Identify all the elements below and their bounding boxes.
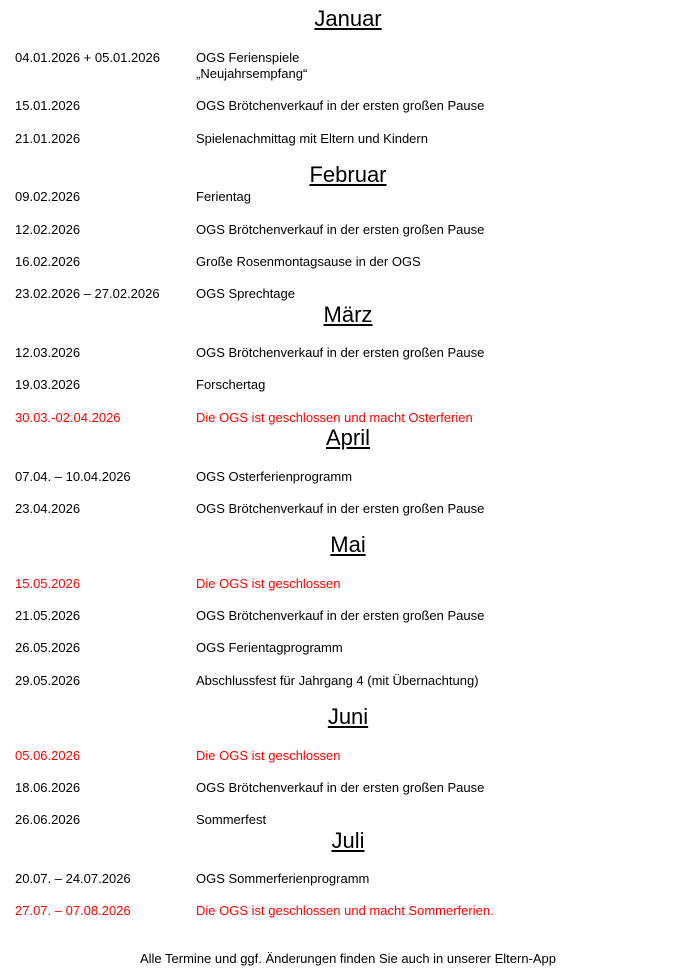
event-date: 19.03.2026 [15, 377, 81, 392]
event-description: OGS Brötchenverkauf in der ersten großen Pause [196, 345, 485, 360]
month-heading-maerz: März [323, 302, 373, 327]
event-date: 27.07. – 07.08.2026 [15, 903, 131, 918]
event-description: Ferientag [196, 189, 251, 204]
event-date: 23.02.2026 – 27.02.2026 [15, 286, 160, 301]
event-date: 26.05.2026 [15, 640, 81, 655]
footer-note: Alle Termine und ggf. Änderungen finden Sie auch in unserer Eltern-App [139, 951, 557, 966]
event-date: 04.01.2026 + 05.01.2026 [15, 50, 160, 65]
event-description: OGS Osterferienprogramm [196, 469, 353, 484]
event-description: Die OGS ist geschlossen und macht Osterferien [196, 410, 473, 425]
event-description: Die OGS ist geschlossen [196, 576, 341, 591]
event-description: Forschertag [196, 377, 266, 392]
event-description: OGS Ferientagprogramm [196, 640, 343, 655]
event-date: 23.04.2026 [15, 501, 81, 516]
month-heading-mai: Mai [330, 532, 366, 557]
event-description: OGS Brötchenverkauf in der ersten großen Pause [196, 608, 485, 623]
event-date: 09.02.2026 [15, 189, 81, 204]
event-description-line2: „Neujahrsempfang“ [196, 66, 308, 81]
event-date: 15.05.2026 [15, 576, 81, 591]
event-date: 29.05.2026 [15, 673, 81, 688]
event-description: OGS Brötchenverkauf in der ersten großen Pause [196, 222, 485, 237]
event-date: 21.01.2026 [15, 131, 81, 146]
event-date: 21.05.2026 [15, 608, 81, 623]
event-date: 05.06.2026 [15, 748, 81, 763]
event-date: 16.02.2026 [15, 254, 81, 269]
event-description: OGS Brötchenverkauf in der ersten großen Pause [196, 501, 485, 516]
event-description: OGS Brötchenverkauf in der ersten großen Pause [196, 98, 485, 113]
event-date: 07.04. – 10.04.2026 [15, 469, 131, 484]
event-description: OGS Ferienspiele [196, 50, 300, 65]
event-date: 12.03.2026 [15, 345, 81, 360]
event-description: Große Rosenmontagsause in der OGS [196, 254, 421, 269]
event-date: 30.03.-02.04.2026 [15, 410, 121, 425]
month-heading-juni: Juni [327, 704, 369, 729]
event-description: OGS Sprechtage [196, 286, 295, 301]
month-heading-februar: Februar [309, 162, 387, 187]
event-date: 20.07. – 24.07.2026 [15, 871, 131, 886]
event-date: 12.02.2026 [15, 222, 81, 237]
event-description: Die OGS ist geschlossen und macht Sommerferien. [196, 903, 494, 918]
event-description: OGS Brötchenverkauf in der ersten großen Pause [196, 780, 485, 795]
event-description: Die OGS ist geschlossen [196, 748, 341, 763]
month-heading-april: April [325, 425, 370, 450]
event-date: 15.01.2026 [15, 98, 81, 113]
event-date: 26.06.2026 [15, 812, 81, 827]
event-description: Sommerfest [196, 812, 267, 827]
month-heading-juli: Juli [331, 828, 365, 853]
event-description: OGS Sommerferienprogramm [196, 871, 370, 886]
event-description: Spielenachmittag mit Eltern und Kindern [196, 131, 428, 146]
event-description: Abschlussfest für Jahrgang 4 (mit Übernachtung) [196, 673, 479, 688]
month-heading-januar: Januar [314, 6, 382, 31]
event-date: 18.06.2026 [15, 780, 81, 795]
